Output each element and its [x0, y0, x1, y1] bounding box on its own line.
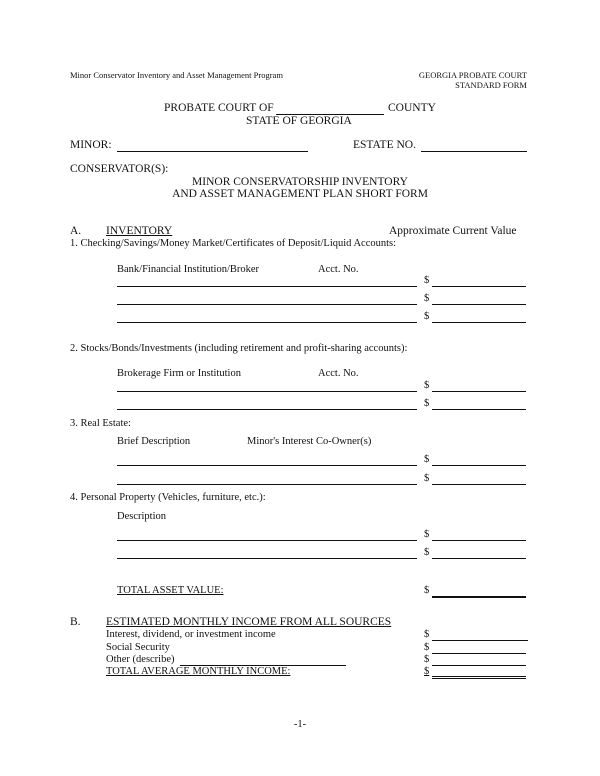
total-monthly-income-field[interactable] [432, 676, 526, 679]
item-3-row-2-field[interactable] [117, 484, 417, 485]
item-3-col-description: Brief Description [117, 436, 191, 447]
dollar-sign: $ [424, 311, 430, 322]
item-4-col-description: Description [117, 511, 166, 522]
dollar-sign: $ [424, 654, 430, 665]
item-1-row-1-value[interactable] [432, 286, 526, 287]
dollar-sign: $ [424, 529, 430, 540]
value-column-heading: Approximate Current Value [389, 225, 517, 237]
section-b-heading: ESTIMATED MONTHLY INCOME FROM ALL SOURCES [106, 616, 392, 628]
item-1-row-2-value[interactable] [432, 304, 526, 305]
header-court-name: GEORGIA PROBATE COURT [418, 70, 527, 80]
minor-label: MINOR: [70, 139, 112, 151]
court-label: PROBATE COURT OF [164, 102, 274, 114]
item-2-row-2-value[interactable] [432, 409, 526, 410]
minor-field[interactable] [117, 151, 308, 152]
income-other-value[interactable] [432, 665, 526, 666]
item-1-row-2-field[interactable] [117, 304, 417, 305]
item-1-row-3-value[interactable] [432, 322, 526, 323]
dollar-sign: $ [424, 642, 430, 653]
item-3-row-2-value[interactable] [432, 484, 526, 485]
total-asset-value-label: TOTAL ASSET VALUE: [117, 585, 224, 596]
total-asset-value-field[interactable] [432, 596, 526, 598]
state-label: STATE OF GEORGIA [246, 115, 352, 127]
estate-no-field[interactable] [421, 151, 527, 152]
income-row-investment: Interest, dividend, or investment income [106, 629, 276, 640]
dollar-sign: $ [424, 293, 430, 304]
item-3-label: 3. Real Estate: [70, 418, 131, 429]
header-program-title: Minor Conservator Inventory and Asset Management Program [70, 70, 283, 80]
estate-no-label: ESTATE NO. [353, 139, 416, 151]
total-monthly-income-label: TOTAL AVERAGE MONTHLY INCOME: [106, 666, 291, 677]
item-1-col-acct: Acct. No. [318, 264, 359, 275]
item-3-row-1-value[interactable] [432, 465, 526, 466]
item-1-col-institution: Bank/Financial Institution/Broker [117, 264, 260, 275]
dollar-sign: $ [424, 380, 430, 391]
income-social-security-value[interactable] [432, 653, 526, 654]
section-a-letter: A. [70, 225, 82, 237]
item-2-row-1-field[interactable] [117, 391, 417, 392]
dollar-sign: $ [424, 454, 430, 465]
item-3-col-interest: Minor's Interest Co-Owner(s) [247, 436, 372, 447]
item-4-label: 4. Personal Property (Vehicles, furniture, etc.): [70, 492, 266, 503]
dollar-sign: $ [424, 275, 430, 286]
income-row-other: Other (describe) [106, 654, 175, 665]
form-title-line2: AND ASSET MANAGEMENT PLAN SHORT FORM [172, 188, 428, 200]
dollar-sign: $ [424, 547, 430, 558]
section-a-heading: INVENTORY [106, 225, 173, 237]
county-label: COUNTY [388, 102, 436, 114]
header-standard-form: STANDARD FORM [455, 80, 527, 90]
item-4-row-1-field[interactable] [117, 540, 417, 541]
item-4-row-2-value[interactable] [432, 558, 526, 559]
item-2-row-1-value[interactable] [432, 391, 526, 392]
item-4-row-1-value[interactable] [432, 540, 526, 541]
dollar-sign: $ [424, 666, 430, 677]
page-number: -1- [293, 719, 307, 730]
item-2-row-2-field[interactable] [117, 409, 417, 410]
income-row-social-security: Social Security [106, 642, 170, 653]
item-1-label: 1. Checking/Savings/Money Market/Certificates of Deposit/Liquid Accounts: [70, 238, 397, 249]
form-title-line1: MINOR CONSERVATORSHIP INVENTORY [192, 176, 408, 188]
dollar-sign: $ [424, 473, 430, 484]
dollar-sign: $ [424, 585, 430, 596]
item-1-row-3-field[interactable] [117, 322, 417, 323]
section-b-letter: B. [70, 616, 81, 628]
item-2-col-acct: Acct. No. [318, 368, 359, 379]
item-2-col-institution: Brokerage Firm or Institution [117, 368, 241, 379]
dollar-sign: $ [424, 398, 430, 409]
dollar-sign: $ [424, 629, 430, 640]
item-3-row-1-field[interactable] [117, 465, 417, 466]
conservators-label: CONSERVATOR(S): [70, 163, 169, 175]
item-4-row-2-field[interactable] [117, 558, 417, 559]
income-investment-value[interactable] [432, 640, 528, 641]
item-1-row-1-field[interactable] [117, 286, 417, 287]
item-2-label: 2. Stocks/Bonds/Investments (including retirement and profit-sharing accounts): [70, 343, 408, 354]
